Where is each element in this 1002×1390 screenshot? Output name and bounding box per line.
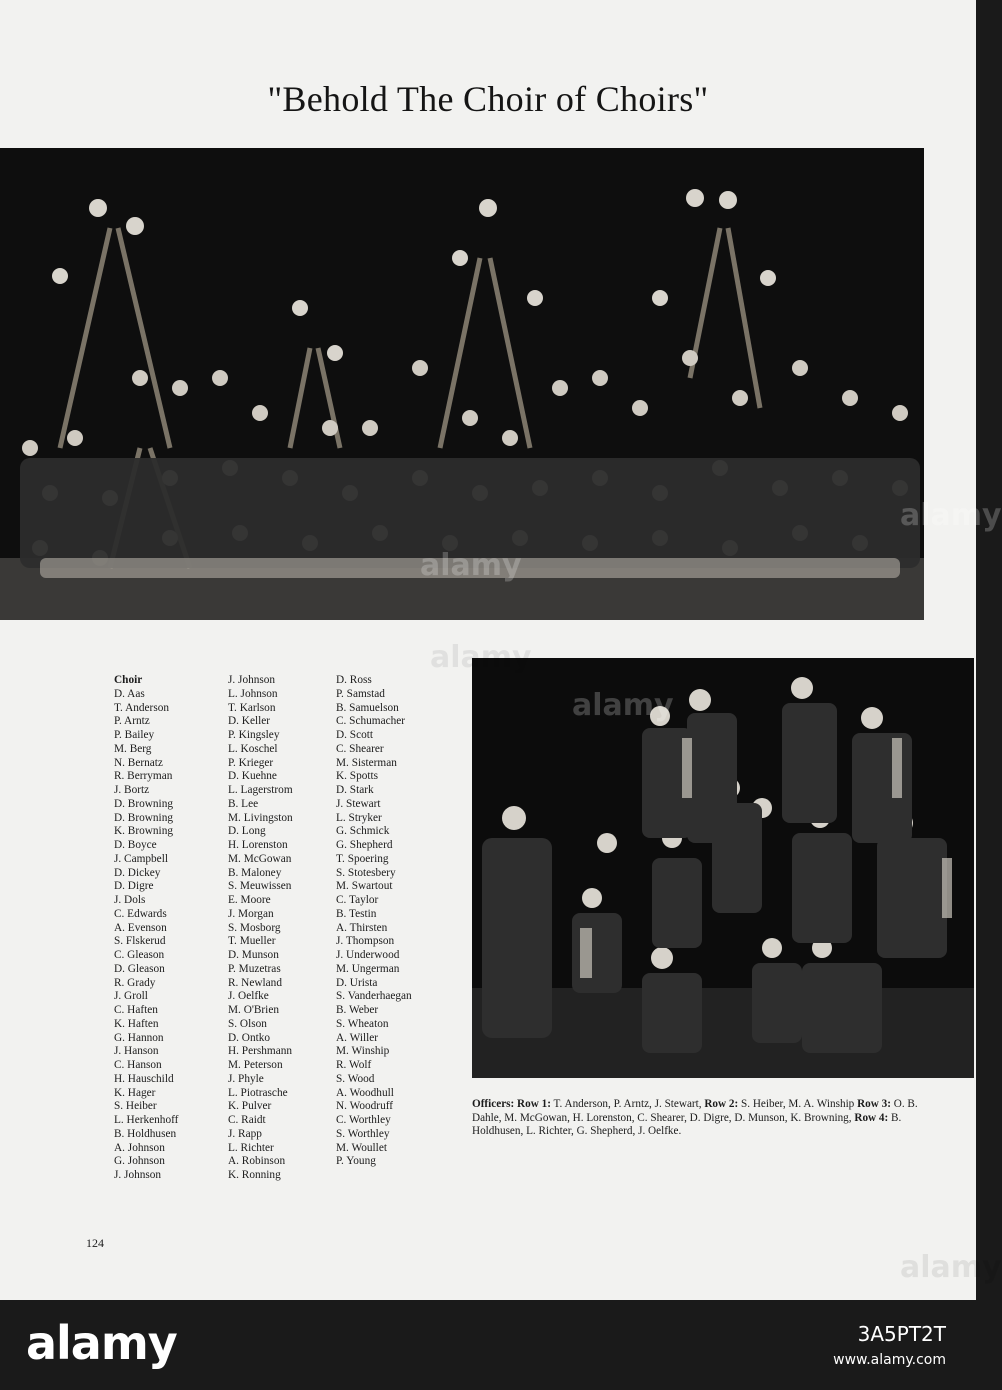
choir-member-name: S. Flskerud <box>114 935 166 948</box>
caption-row4-names: B. Holdhusen, L. Richter, G. Shepherd, J. Oelfke. <box>472 1111 902 1138</box>
watermark-overlay: alamy <box>900 498 1002 533</box>
choir-member-name: J. Stewart <box>336 797 381 810</box>
choir-member-name: J. Rapp <box>228 1127 262 1140</box>
choir-member-name: M. Woullet <box>336 1141 387 1154</box>
caption-row1-label: Row 1: <box>517 1098 551 1110</box>
choir-member-name: D. Digre <box>114 880 154 893</box>
choir-member-name: J. Oelfke <box>228 990 269 1003</box>
choir-member-name: J. Groll <box>114 990 148 1003</box>
choir-member-name: D. Urista <box>336 976 378 989</box>
choir-member-name: M. Swartout <box>336 880 393 893</box>
choir-member-name: R. Berryman <box>114 770 173 783</box>
choir-member-name: J. Johnson <box>114 1169 162 1181</box>
choir-member-name: D. Stark <box>336 784 374 796</box>
choir-member-name: P. Young <box>336 1155 376 1168</box>
choir-member-name: B. Samuelson <box>336 701 399 714</box>
choir-member-name: P. Kingsley <box>228 729 280 741</box>
choir-member-name: S. Wood <box>336 1072 375 1085</box>
choir-member-name: B. Testin <box>336 907 377 920</box>
watermark-overlay: alamy <box>572 688 674 723</box>
choir-member-name: T. Anderson <box>114 701 170 714</box>
choir-group-photo <box>0 148 1002 620</box>
caption-officers-label: Officers: <box>472 1098 515 1110</box>
choir-member-name: M. Peterson <box>228 1059 283 1071</box>
choir-member-name: D. Ross <box>336 674 372 686</box>
choir-member-name: D. Boyce <box>114 839 157 851</box>
choir-member-name: M. McGowan <box>228 852 292 865</box>
choir-member-name: M. Winship <box>336 1045 390 1058</box>
choir-member-name: S. Worthley <box>336 1127 390 1140</box>
choir-member-name: L. Richter <box>228 1141 274 1154</box>
choir-member-name: A. Robinson <box>228 1155 286 1168</box>
choir-member-name: S. Vanderhaegan <box>336 990 412 1003</box>
choir-member-name: M. Sisterman <box>336 756 397 769</box>
caption-row2-names: S. Heiber, M. A. Winship <box>741 1098 855 1110</box>
caption-row1-names: T. Anderson, P. Arntz, J. Stewart, <box>553 1098 702 1110</box>
choir-member-name: D. Browning <box>114 811 173 824</box>
choir-member-name: R. Newland <box>228 976 282 989</box>
watermark-bar <box>0 1300 976 1390</box>
choir-member-name: M. O'Brien <box>228 1004 279 1016</box>
choir-member-name: M. Ungerman <box>336 962 400 975</box>
officers-photo-illustration <box>472 658 974 1078</box>
choir-member-name: C. Hanson <box>114 1059 162 1071</box>
choir-member-name: H. Hauschild <box>114 1072 174 1085</box>
choir-photo-illustration <box>0 148 924 620</box>
choir-member-name: A. Thirsten <box>336 921 388 934</box>
officers-group-photo <box>472 658 974 1078</box>
choir-member-name: T. Karlson <box>228 701 276 714</box>
choir-member-name: P. Arntz <box>114 715 150 728</box>
choir-member-name: N. Woodruff <box>336 1100 394 1113</box>
caption-row2-label: Row 2: <box>704 1098 739 1110</box>
choir-member-name: D. Ontko <box>228 1031 271 1044</box>
choir-member-name: P. Bailey <box>114 729 155 741</box>
choir-names-column-2 <box>228 674 293 1183</box>
choir-member-name: R. Wolf <box>336 1059 372 1071</box>
watermark-site: www.alamy.com <box>833 1352 946 1368</box>
choir-member-name: N. Bernatz <box>114 756 163 769</box>
choir-member-name: L. Piotrasche <box>228 1086 288 1099</box>
choir-member-name: D. Scott <box>336 729 374 741</box>
choir-member-name: S. Stotesbery <box>336 866 396 879</box>
choir-member-name: K. Pulver <box>228 1100 272 1113</box>
choir-member-name: D. Kuehne <box>228 770 277 783</box>
choir-member-name: C. Schumacher <box>336 715 406 728</box>
watermark-overlay: alamy <box>420 548 522 583</box>
choir-member-name: L. Koschel <box>228 742 278 755</box>
choir-member-name: D. Browning <box>114 797 173 810</box>
choir-member-name: K. Spotts <box>336 770 379 783</box>
choir-member-name: L. Johnson <box>228 687 278 700</box>
choir-member-name: L. Herkenhoff <box>114 1114 179 1126</box>
choir-member-name: B. Maloney <box>228 866 282 879</box>
choir-member-name: G. Schmick <box>336 825 390 838</box>
choir-member-name: P. Samstad <box>336 687 385 700</box>
choir-member-name: B. Weber <box>336 1004 379 1016</box>
choir-member-name: C. Worthley <box>336 1114 391 1126</box>
choir-member-name: A. Woodhull <box>336 1086 394 1099</box>
choir-member-name: J. Johnson <box>228 674 276 686</box>
page-title: "Behold The Choir of Choirs" <box>267 79 709 119</box>
choir-names-column-1 <box>114 674 178 1183</box>
choir-member-name: P. Muzetras <box>228 962 281 975</box>
choir-member-name: D. Gleason <box>114 962 165 975</box>
choir-member-name: L. Stryker <box>336 811 382 824</box>
choir-member-name: S. Meuwissen <box>228 880 292 893</box>
choir-member-name: J. Campbell <box>114 852 168 865</box>
officers-caption <box>472 1098 942 1139</box>
choir-member-name: M. Livingston <box>228 811 293 824</box>
watermark-brand-logo: alamy <box>26 1316 177 1370</box>
choir-member-name: C. Taylor <box>336 894 379 906</box>
choir-member-name: J. Phyle <box>228 1072 264 1085</box>
choir-member-name: A. Evenson <box>114 921 167 934</box>
choir-member-name: S. Wheaton <box>336 1017 389 1030</box>
choir-names-column-3 <box>336 674 412 1169</box>
choir-member-name: T. Mueller <box>228 935 276 948</box>
watermark-image-id: 3A5PT2T <box>857 1322 946 1346</box>
choir-member-name: C. Haften <box>114 1004 158 1016</box>
choir-member-name: K. Browning <box>114 825 173 838</box>
choir-member-name: S. Heiber <box>114 1100 157 1113</box>
choir-member-name: D. Long <box>228 825 266 838</box>
choir-member-name: H. Lorenston <box>228 839 288 851</box>
choir-member-name: G. Johnson <box>114 1155 165 1168</box>
page-number: 124 <box>86 1236 104 1250</box>
choir-member-name: P. Krieger <box>228 756 274 769</box>
caption-row3-label: Row 3: <box>857 1098 891 1110</box>
choir-member-name: R. Grady <box>114 976 156 989</box>
caption-row4-label: Row 4: <box>854 1111 889 1124</box>
choir-member-name: C. Gleason <box>114 949 165 961</box>
choir-member-name: J. Underwood <box>336 949 400 961</box>
choir-member-name: J. Bortz <box>114 784 150 796</box>
choir-member-name: G. Hannon <box>114 1031 164 1044</box>
choir-list-heading: Choir <box>114 674 143 686</box>
choir-member-name: M. Berg <box>114 742 152 755</box>
choir-member-name: B. Lee <box>228 797 259 810</box>
choir-member-name: J. Thompson <box>336 935 395 948</box>
choir-member-name: K. Ronning <box>228 1169 281 1181</box>
choir-member-name: G. Shepherd <box>336 839 393 851</box>
choir-member-name: K. Hager <box>114 1086 156 1099</box>
choir-member-name: B. Holdhusen <box>114 1127 177 1140</box>
choir-member-name: E. Moore <box>228 894 271 906</box>
choir-member-name: T. Spoering <box>336 852 389 865</box>
choir-member-name: S. Olson <box>228 1017 267 1030</box>
choir-member-name: D. Dickey <box>114 866 161 879</box>
choir-member-name: C. Edwards <box>114 907 167 920</box>
choir-member-name: D. Aas <box>114 687 145 700</box>
choir-member-name: L. Lagerstrom <box>228 784 293 796</box>
choir-member-name: C. Shearer <box>336 742 384 755</box>
choir-member-name: H. Pershmann <box>228 1045 293 1058</box>
choir-member-name: S. Mosborg <box>228 921 281 934</box>
choir-member-name: D. Munson <box>228 949 279 961</box>
choir-member-name: A. Willer <box>336 1031 379 1044</box>
choir-member-name: J. Morgan <box>228 907 274 920</box>
choir-member-name: J. Dols <box>114 894 146 906</box>
choir-member-name: D. Keller <box>228 715 271 728</box>
choir-member-name: J. Hanson <box>114 1045 159 1058</box>
watermark-overlay: alamy <box>900 1250 1002 1285</box>
caption-row3-names: O. B. Dahle, M. McGowan, H. Lorenston, C. Shearer, D. Digre, D. Munson, K. Browning, <box>472 1098 918 1124</box>
choir-member-name: A. Johnson <box>114 1141 165 1154</box>
choir-member-name: K. Haften <box>114 1017 159 1030</box>
choir-member-name: C. Raidt <box>228 1114 266 1126</box>
